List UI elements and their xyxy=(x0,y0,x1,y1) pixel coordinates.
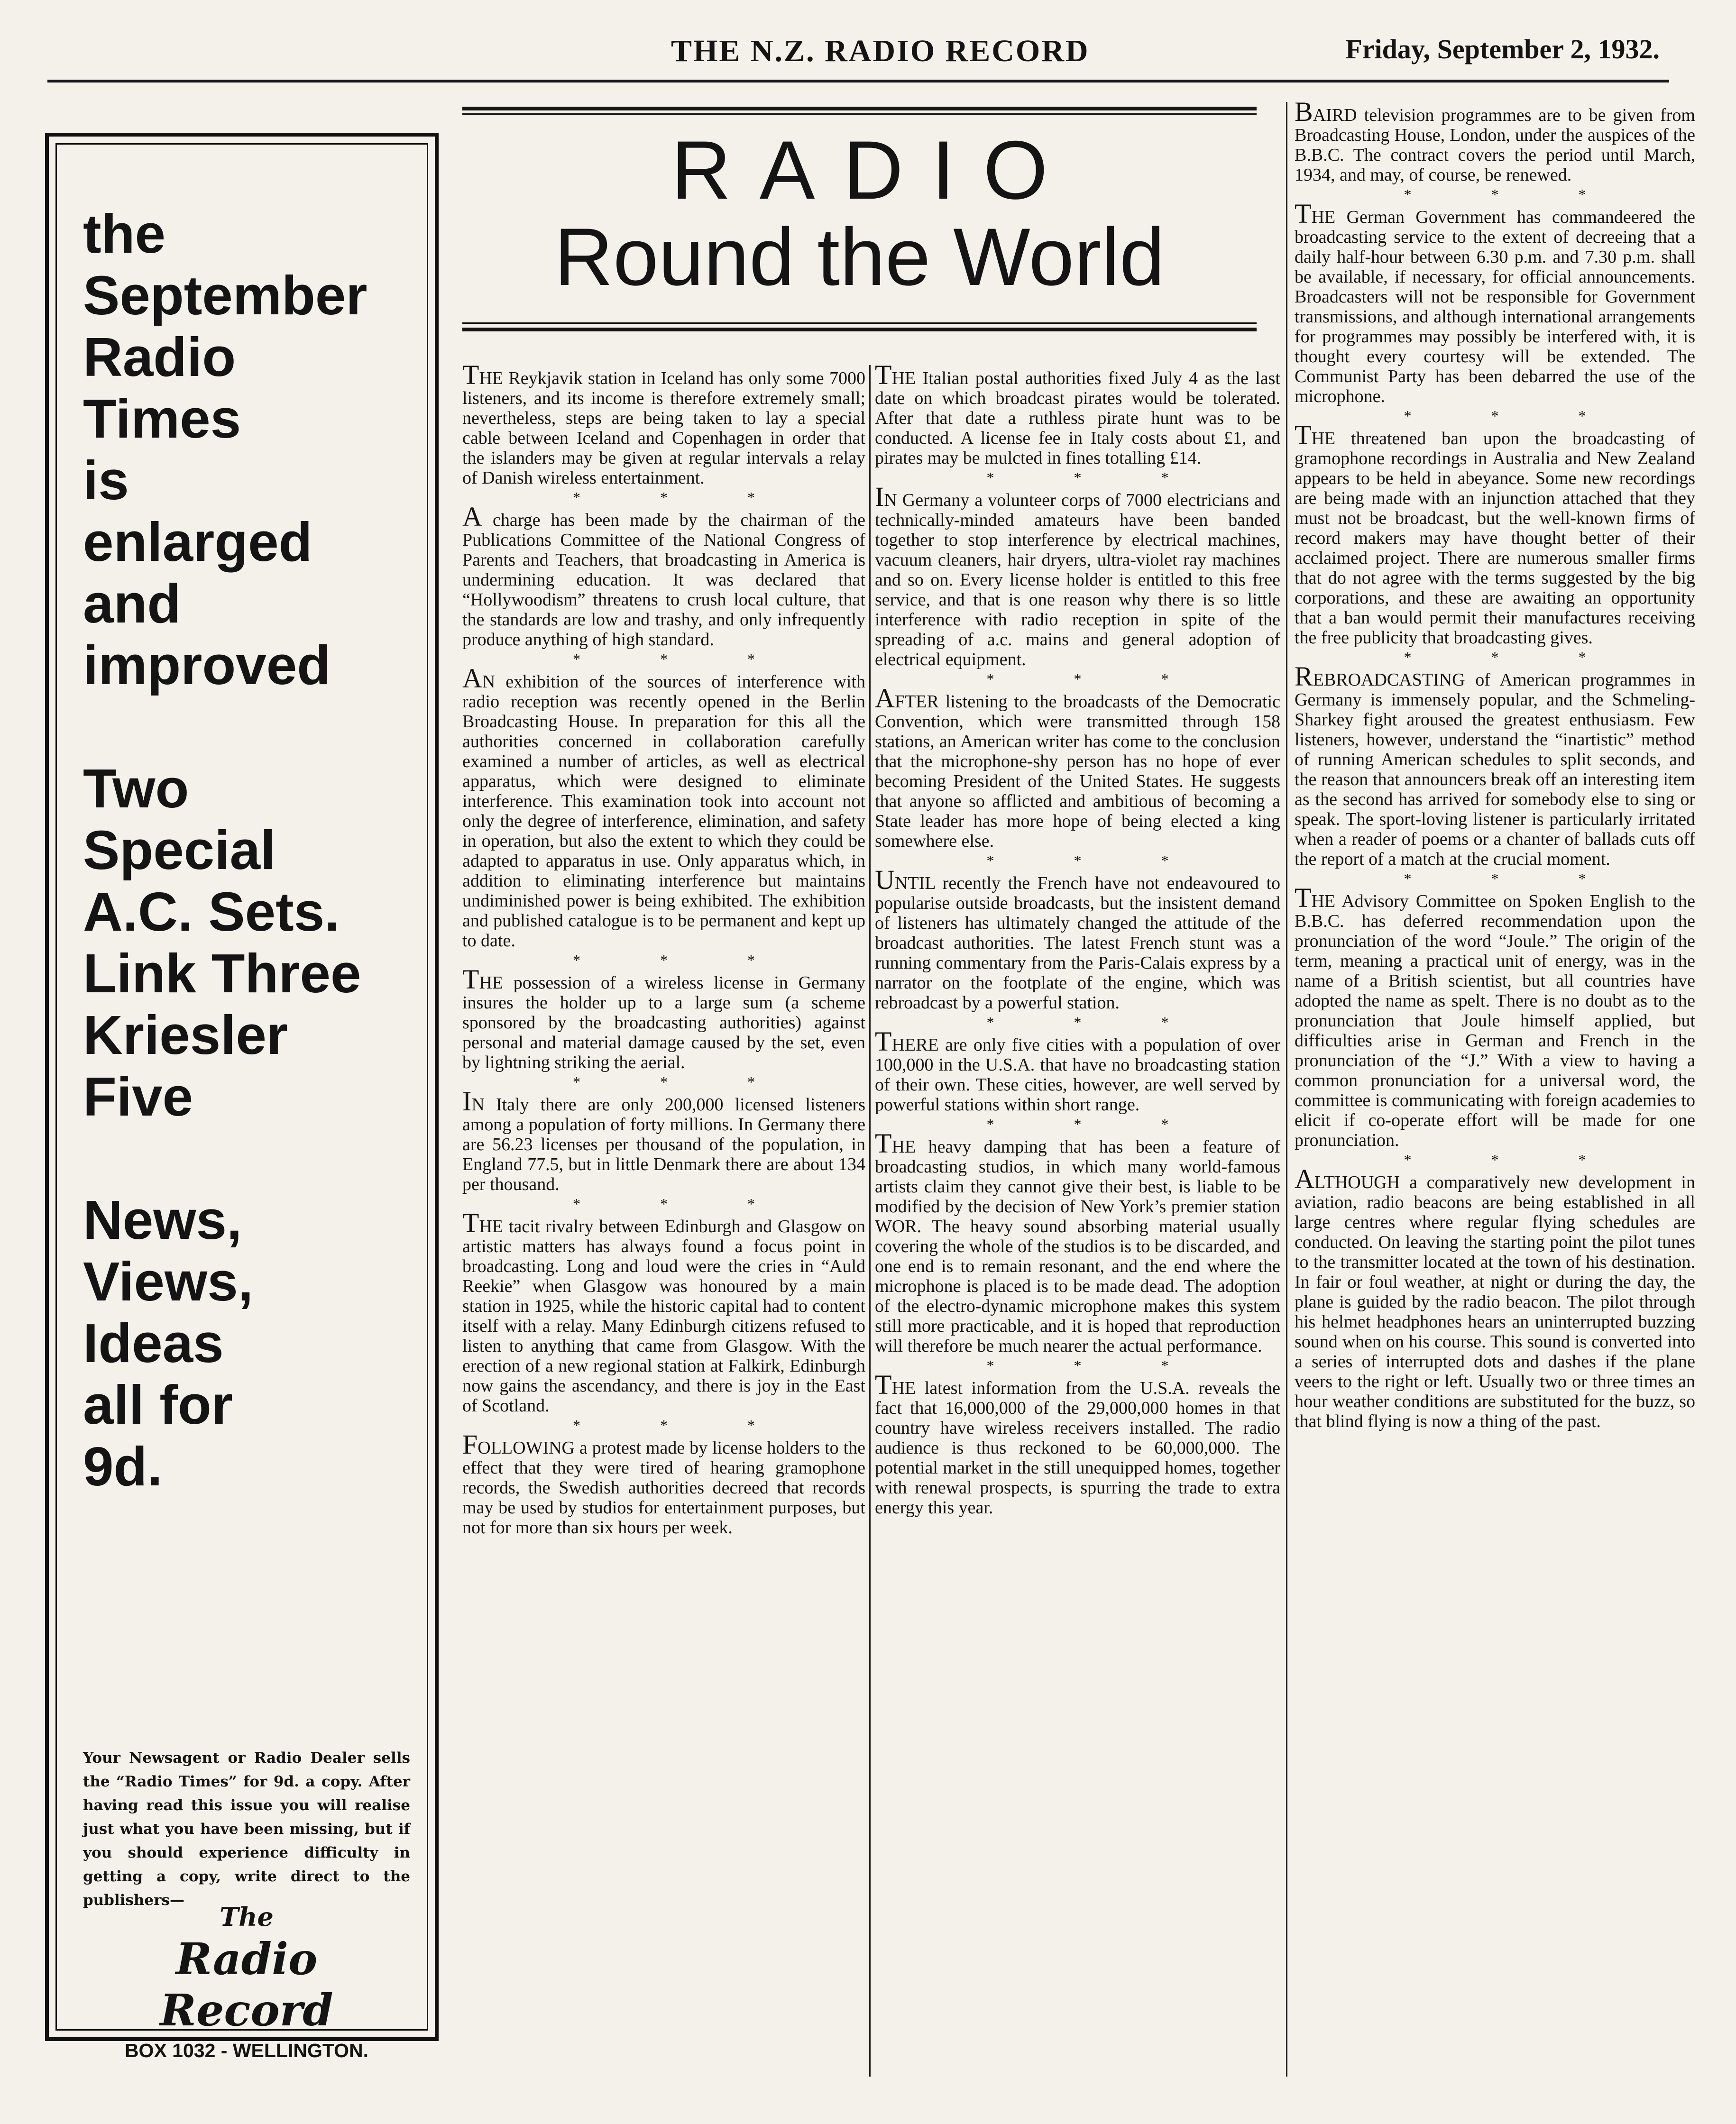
advertisement-headline-line: Link Three xyxy=(83,943,361,1004)
advertisement-headline-line: enlarged xyxy=(83,511,312,573)
advertisement-spacer xyxy=(83,696,367,758)
news-paragraph: THERE are only five cities with a population of over 100,000 in the U.S.A. that have no broadcasting station of their own. These cities, however, are well served by powerful stations within short range. xyxy=(875,1026,1280,1115)
advertisement-headline-line: the xyxy=(83,203,165,265)
advertisement-headline-line: Ideas xyxy=(83,1312,224,1374)
advertisement-fine-print: Your Newsagent or Radio Dealer sells the “Radio Times” for 9d. a copy. After having read this issue you will realise just what you have been missing, but if you should experience difficulty in getting a copy, write direct to the publishers— xyxy=(83,1749,410,1909)
heading-rule-top xyxy=(462,107,1257,110)
paragraph-separator: * * * xyxy=(986,1116,1207,1133)
paragraph-separator: * * * xyxy=(1404,1151,1624,1168)
article-title-radio: RADIO xyxy=(671,124,1076,217)
advertisement-headline-line: Radio xyxy=(83,326,236,388)
advertisement-headline-line: News, xyxy=(83,1189,242,1251)
paragraph-separator: * * * xyxy=(1404,870,1624,887)
advertisement-headline-line: and xyxy=(83,573,181,634)
publication-title: THE N.Z. RADIO RECORD xyxy=(671,34,1090,68)
article-title-subtitle: Round the World xyxy=(554,211,1165,302)
news-paragraph: IN Italy there are only 200,000 licensed listeners among a population of forty millions. In Germany there are 56.23 licenses per thousand of the population, in England 77.5, but in little Denmark there are about 134 per thousand. xyxy=(462,1086,865,1194)
paragraph-separator: * * * xyxy=(573,1417,793,1434)
paragraph-separator: * * * xyxy=(986,469,1207,486)
paragraph-separator: * * * xyxy=(573,1195,793,1212)
advertisement-headline-line: Five xyxy=(83,1066,193,1127)
logo-the: The xyxy=(220,1902,274,1932)
news-paragraph: AN exhibition of the sources of interference with radio reception was recently opened in the Berlin Broadcasting House. In preparation for this all the authorities concerned in collaboration carefully examined a number of articles, as well as electrical apparatus, which were designed to eliminate interference. This examination took into account not only the degree of interference, elimination, and safety in operation, but also the extent to which they could be adapted to apparatus in use. Only apparatus which, in addition to eliminating interference but maintains undiminished power is being exhibited. The exhibition and published catalogue is to be permanent and kept up to date. xyxy=(462,663,865,951)
advertisement-headline-line: Views, xyxy=(83,1251,253,1312)
advertisement-headline xyxy=(83,203,367,1497)
article-column-1 xyxy=(462,359,865,1538)
paragraph-separator: * * * xyxy=(1404,649,1624,666)
paragraph-separator: * * * xyxy=(1404,186,1624,203)
paragraph-separator: * * * xyxy=(573,650,793,668)
logo-name: Radio Record xyxy=(160,1933,333,2036)
column-rule xyxy=(869,365,871,2077)
advertisement-headline-line: Kriesler xyxy=(83,1004,288,1066)
news-paragraph: THE Advisory Committee on Spoken English to the B.B.C. has deferred recommendation upon the pronunciation of the word “Joule.” The origin of the term, meaning a practical unit of energy, was in the name of a British scientist, but all countries have adopted the name as spelt. There is no doubt as to the pronunciation that Joule himself applied, but difficulties arise in German and French in the pronunciation of the “J.” With a view to having a common pronunciation for a universal word, the committee is communicating with foreign academies to elicit if co-operate effort will be made for one pronunciation. xyxy=(1295,882,1695,1150)
radio-times-advertisement xyxy=(45,133,439,2061)
advertisement-headline-line: all for xyxy=(83,1374,233,1436)
news-paragraph: UNTIL recently the French have not endeavoured to popularise outside broadcasts, but the insistent demand of listeners has ultimately changed the attitude of the broadcast authorities. The latest French stunt was a running commentary from the Paris-Calais express by a narrator on the footplate of the engine, which was rebroadcast by a powerful station. xyxy=(875,864,1280,1013)
paragraph-separator: * * * xyxy=(986,852,1207,869)
news-paragraph: THE tacit rivalry between Edinburgh and Glasgow on artistic matters has always found a focus point in broadcasting. Long and loud were the cries in “Auld Reekie” when Glasgow was honoured by a main station in 1925, while the historic capital had to content itself with a relay. Many Edinburgh citizens refused to listen to anything that came from Glasgow. With the erection of a new regional station at Falkirk, Edinburgh now gains the ascendancy, and there is joy in the East of Scotland. xyxy=(462,1208,865,1416)
masthead-rule xyxy=(47,80,1669,82)
paragraph-separator: * * * xyxy=(573,952,793,969)
advertisement-headline-line: Times xyxy=(83,388,241,449)
paragraph-separator: * * * xyxy=(986,1014,1207,1031)
news-paragraph: THE Italian postal authorities fixed July 4 as the last date on which broadcast pirates would be tolerated. After that date a ruthless pirate hunt was to be conducted. A license fee in Italy costs about £1, and pirates may be mulcted in fines totalling £14. xyxy=(875,359,1280,468)
masthead xyxy=(47,33,1669,85)
news-paragraph: THE possession of a wireless license in Germany insures the holder up to a large sum (a scheme sponsored by the broadcasting authorities) against personal and material damage caused by the set, even by lightning striking the aerial. xyxy=(462,964,865,1072)
news-paragraph: BAIRD television programmes are to be given from Broadcasting House, London, under the auspices of the B.B.C. The contract covers the period until March, 1934, and may, of course, be renewed. xyxy=(1295,96,1695,185)
news-paragraph: THE Reykjavik station in Iceland has only some 7000 listeners, and its income is therefore extremely small; nevertheless, steps are being taken to lay a special cable between Iceland and Copenhagen in order that the islanders may be given at regular intervals a relay of Danish wireless entertainment. xyxy=(462,359,865,488)
paragraph-separator: * * * xyxy=(986,670,1207,687)
advertisement-headline-line: improved xyxy=(83,634,331,696)
news-paragraph: AFTER listening to the broadcasts of the Democratic Convention, which were transmitted through 158 stations, an American writer has come to the conclusion that the microphone-shy person has no hope of ever becoming President of the United States. He suggests that anyone so afflicted and ambitious of becoming a State leader has more hope of being elected a king somewhere else. xyxy=(875,683,1280,851)
news-paragraph: ALTHOUGH a comparatively new development in aviation, radio beacons are being established in all large centres where regular flying schedules are conducted. On leaving the starting point the pilot tunes to the transmitter located at the town of his destination. In fair or foul weather, at night or during the day, the plane is guided by the radio beacon. The pilot through his helmet headphones hears an uninterrupted buzzing sound when on his course. This sound is converted into a series of interrupted dots and dashes if the plane veers to the right or left. Usually two or three times an hour weather conditions are substituted for the buzz, so that blind flying is now a thing of the past. xyxy=(1295,1163,1695,1431)
paragraph-separator: * * * xyxy=(986,1357,1207,1374)
advertisement-spacer xyxy=(83,1127,367,1189)
paragraph-separator: * * * xyxy=(1404,407,1624,424)
issue-date: Friday, September 2, 1932. xyxy=(1345,34,1660,64)
article-column-3 xyxy=(1295,96,1695,1431)
advertisement-headline-line: 9d. xyxy=(83,1436,163,1497)
news-paragraph: THE threatened ban upon the broadcasting of gramophone recordings in Australia and New Zealand appears to be held in abeyance. Some new recordings are being made with an injunction attached that they must not be broadcast, but the well-known firms of record makers may have thought better of their acclaimed project. There are numerous smaller firms that do not agree with the terms suggested by the big corporations, and these are awaiting an opportunity that a ban would permit their manufactures receiving the free publicity that broadcasting gives. xyxy=(1295,420,1695,648)
news-paragraph: FOLLOWING a protest made by license holders to the effect that they were tired of hearing gramophone records, the Swedish authorities decreed that records may be used by studios for entertainment purposes, but not for more than six hours per week. xyxy=(462,1429,865,1538)
news-paragraph: THE heavy damping that has been a feature of broadcasting studios, in which many world-famous artists claim they cannot give their best, is liable to be modified by the decision of New York’s premier station WOR. The heavy sound absorbing material usually covering the whole of the studios is to be discarded, and one end is to remain resonant, and the end where the microphone is placed is to be made dead. The adoption of the electro-dynamic microphone makes this system still more practicable, and it is hoped that reproduction will therefore be much nearer the actual performance. xyxy=(875,1128,1280,1356)
advertisement-headline-line: September xyxy=(83,265,367,326)
article-column-2 xyxy=(875,359,1280,1518)
heading-rule-bottom xyxy=(462,328,1257,331)
article-heading xyxy=(462,107,1257,334)
paragraph-separator: * * * xyxy=(573,489,793,506)
news-paragraph: THE latest information from the U.S.A. reveals the fact that 16,000,000 of the 29,000,000 homes in that country have wireless receivers installed. The radio audience is thus reckoned to be 60,000,000. The potential market in the still unequipped homes, together with renewal prospects, is spurring the trade to extra energy this year. xyxy=(875,1369,1280,1518)
advertisement-headline-line: A.C. Sets. xyxy=(83,881,340,943)
paragraph-separator: * * * xyxy=(573,1073,793,1090)
heading-rule-bottom-thin xyxy=(462,322,1257,324)
radio-record-logo xyxy=(83,1900,410,2065)
news-paragraph: REBROADCASTING of American programmes in Germany is immensely popular, and the Schmeling-Sharkey fight aroused the greatest enthusiasm. Few listeners, however, understand the “inartistic” method of running American schedules to split seconds, and the reason that announcers break off an interesting item as the second has arrived for somebody else to sing or speak. The sport-loving listener is particularly irritated when a reader of poems or a chanter of ballads cuts off the report of a match at the crucial moment. xyxy=(1295,661,1695,869)
news-paragraph: A charge has been made by the chairman of the Publications Committee of the National Congress of Parents and Teachers, that broadcasting in America is undermining education. It was declared that “Hollywoodism” threatens to crush local culture, that the standards are low and trashy, and only infrequently produce anything of high standard. xyxy=(462,501,865,650)
advertisement-headline-line: Special xyxy=(83,819,276,881)
advertisement-headline-line: Two xyxy=(83,758,189,819)
publisher-address: BOX 1032 - WELLINGTON. xyxy=(124,2040,369,2061)
news-paragraph: IN Germany a volunteer corps of 7000 electricians and technically-minded amateurs have been banded together to stop interference by electrical machines, vacuum cleaners, hair dryers, ultra-violet ray machines and so on. Every license holder is entitled to this free service, and that is one reason why there is so little interference with radio reception in spite of the spreading of a.c. mains and general adoption of electrical equipment. xyxy=(875,481,1280,669)
news-paragraph: THE German Government has commandeered the broadcasting service to the extent of decreeing that a daily half-hour between 6.30 p.m. and 7.30 p.m. shall be available, if necessary, for official announcements. Broadcasters will not be responsible for Government transmissions, and although international arrangements for programmes may possibly be interfered with, it is thought every courtesy will be extended. The Communist Party has been debarred the use of the microphone. xyxy=(1295,198,1695,406)
column-rule xyxy=(1286,102,1287,2077)
advertisement-headline-line: is xyxy=(83,449,129,511)
heading-rule-top-thin xyxy=(462,113,1257,115)
